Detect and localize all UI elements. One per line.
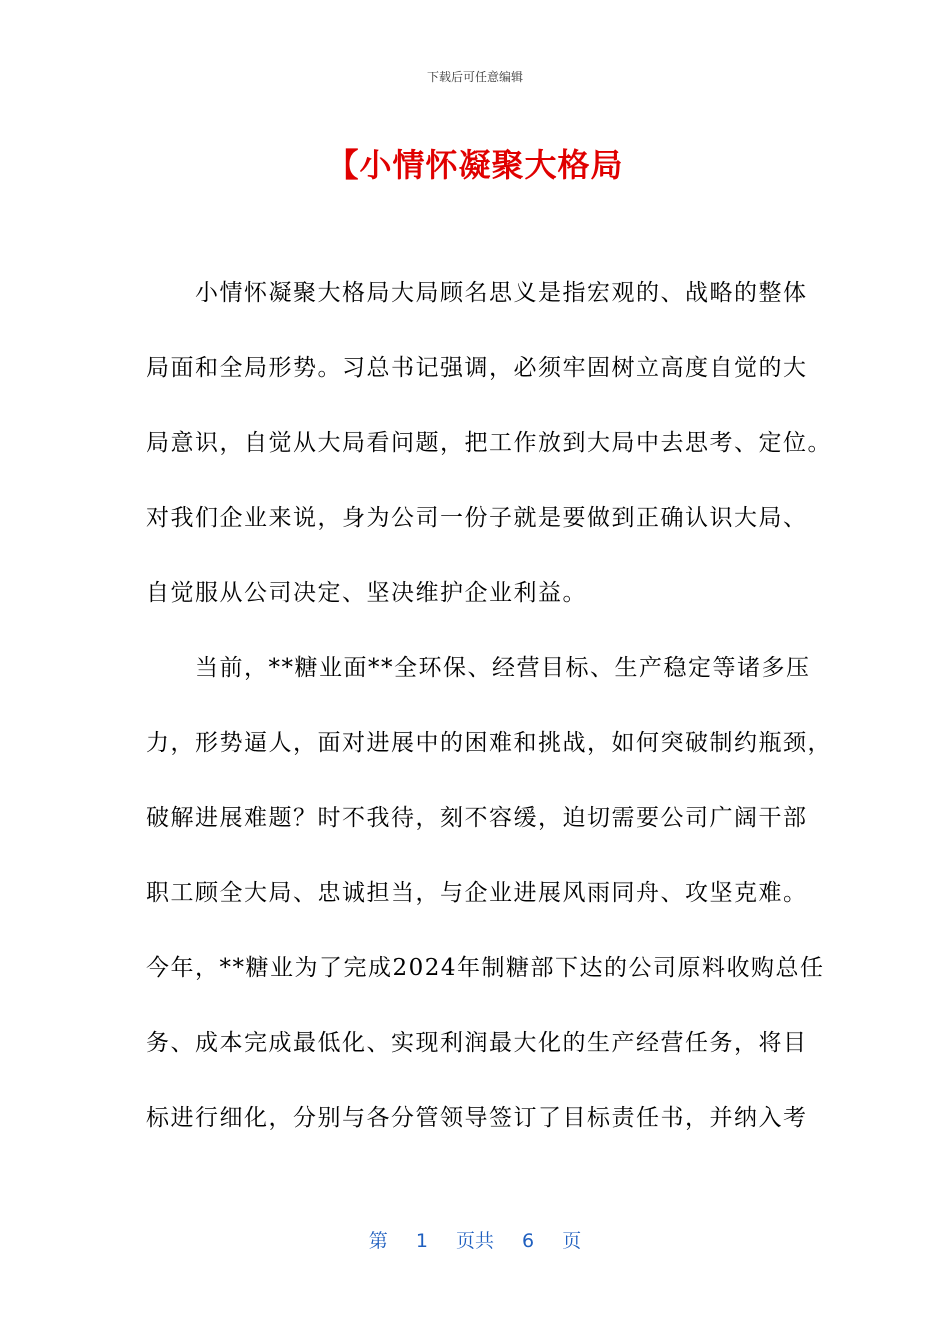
paragraph-line: 力，形势逼人，面对进展中的困难和挑战，如何突破制约瓶颈， bbox=[146, 730, 832, 756]
header-note: 下载后可任意编辑 bbox=[426, 70, 523, 84]
page-label-prefix: 第 bbox=[368, 1230, 388, 1252]
paragraph-line: 局意识，自觉从大局看问题，把工作放到大局中去思考、定位。 bbox=[146, 430, 832, 456]
paragraph-2 bbox=[146, 631, 832, 1156]
paragraph-line: 破解进展难题？时不我待，刻不容缓，迫切需要公司广阔干部 bbox=[146, 805, 808, 831]
paragraph-line: 职工顾全大局、忠诚担当，与企业进展风雨同舟、攻坚克难。 bbox=[146, 880, 808, 906]
page-label-mid: 页共 bbox=[455, 1230, 494, 1252]
paragraph-line: 今年，**糖业为了完成2024年制糖部下达的公司原料收购总任 bbox=[146, 955, 825, 981]
paragraph-1 bbox=[146, 256, 832, 631]
page-number: 1 bbox=[415, 1230, 428, 1252]
paragraph-line: 当前，**糖业面**全环保、经营目标、生产稳定等诸多压 bbox=[146, 655, 811, 681]
paragraph-line: 标进行细化，分别与各分管领导签订了目标责任书，并纳入考 bbox=[146, 1105, 808, 1131]
paragraph-line: 对我们企业来说，身为公司一份子就是要做到正确认识大局、 bbox=[146, 505, 808, 531]
paragraph-line: 自觉服从公司决定、坚决维护企业利益。 bbox=[146, 580, 587, 606]
total-pages: 6 bbox=[522, 1230, 535, 1252]
paragraph-line: 务、成本完成最低化、实现利润最大化的生产经营任务，将目 bbox=[146, 1030, 808, 1056]
paragraph-line: 小情怀凝聚大格局大局顾名思义是指宏观的、战略的整体 bbox=[146, 280, 808, 306]
page-footer bbox=[0, 1226, 950, 1253]
page-label-suffix: 页 bbox=[562, 1230, 582, 1252]
document-title: 【小情怀凝聚大格局 bbox=[326, 146, 624, 184]
paragraph-line: 局面和全局形势。习总书记强调，必须牢固树立高度自觉的大 bbox=[146, 355, 808, 381]
